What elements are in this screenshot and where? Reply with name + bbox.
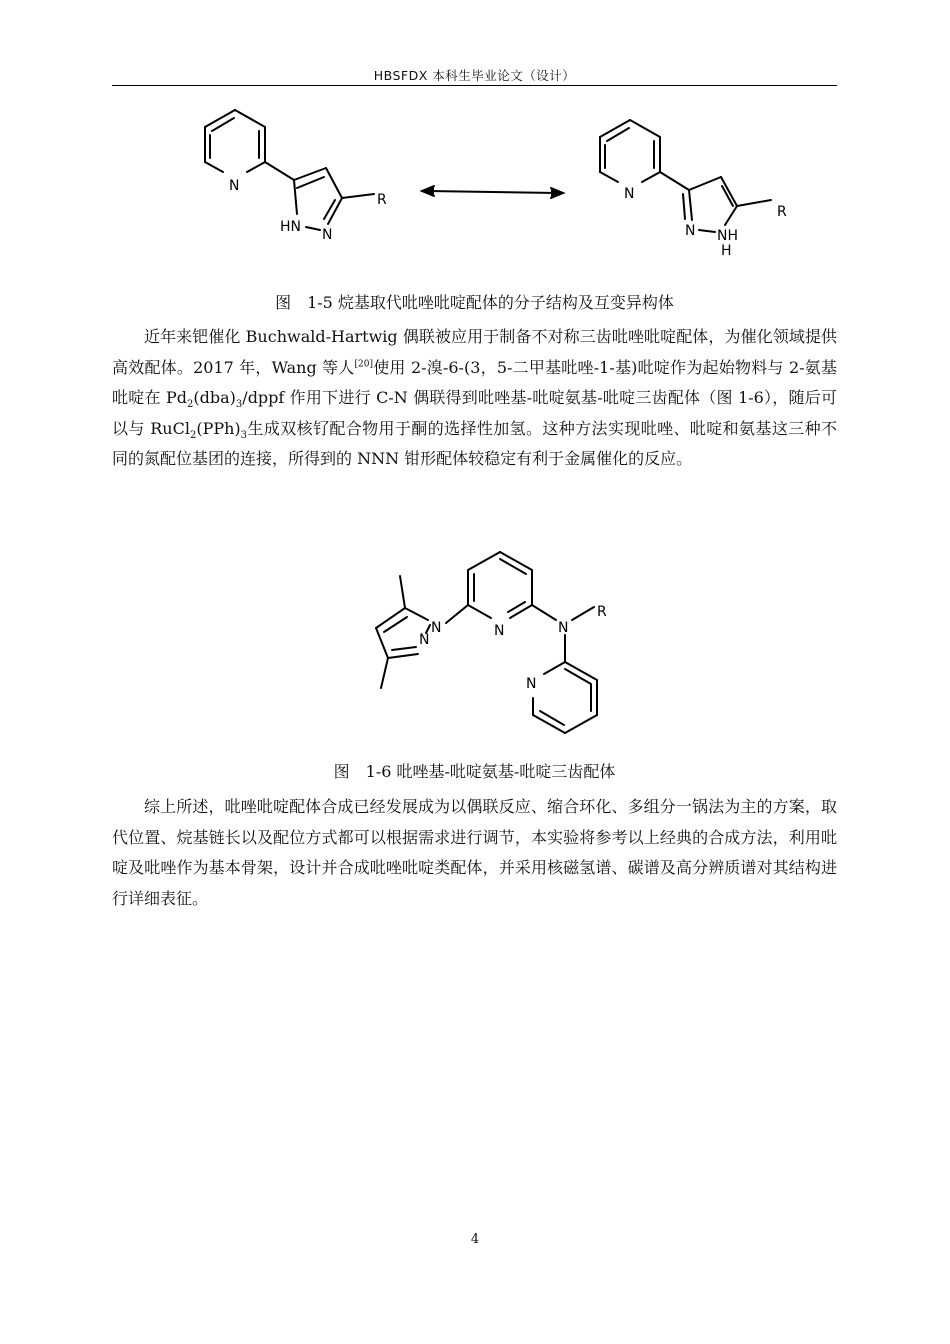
pyrazole-h-label: H: [721, 243, 732, 259]
paragraph-summary: 综上所述，吡唑吡啶配体合成已经发展成为以偶联反应、缩合环化、多组分一锅法为主的方案，取代位置、烷基链长以及配位方式都可以根据需求进行调节，本实验将参考以上经典的合成方法，利用吡啶及吡唑作为基本骨架，设计并合成吡唑吡啶类配体，并采用核磁氢谱、碳谱及高分辨质谱对其结构进行详细表征。: [112, 797, 837, 908]
amine-n-label: N: [558, 620, 569, 636]
para1-text-1: 近年来钯催化 Buchwald-Hartwig 偶联被应用于制备不对称三齿吡唑吡啶配体，为催化领域提供高效配体。2017 年，Wang 等人: [112, 327, 837, 377]
pyrazole-n2-label: N: [419, 632, 430, 648]
pyrazole-n-label: N: [322, 227, 333, 243]
pyrazole-nh-label: NH: [717, 228, 738, 244]
pyridine-n-label: N: [494, 623, 505, 639]
pyrazole-nh-label: HN: [280, 219, 301, 235]
paragraph-buchwald-hartwig: [112, 322, 837, 475]
figure-1-5-left-structure: [190, 100, 410, 250]
pyrazole-n1-label: N: [431, 620, 442, 636]
subscript: 3: [235, 399, 243, 411]
r-group-label: R: [377, 192, 387, 208]
r-group-label: R: [597, 604, 607, 620]
figure-1-6-structure: [360, 540, 620, 740]
tautomer-double-arrow: [420, 181, 565, 201]
page-number: 4: [470, 1232, 480, 1247]
pyridine-n-label: N: [624, 186, 635, 202]
header-rule: [112, 85, 837, 86]
subscript: 2: [187, 399, 194, 411]
running-header: HBSFDX 本科生毕业论文（设计）: [373, 68, 576, 83]
r-group-label: R: [777, 204, 787, 220]
figure-1-5-caption: 图 1-5 烷基取代吡唑吡啶配体的分子结构及互变异构体: [275, 293, 674, 312]
pyridine-n-label: N: [229, 178, 240, 194]
citation-20: [20]: [354, 359, 373, 370]
figure-1-5-right-structure: [585, 112, 805, 262]
para1-text-2: 使用 2-溴-6-(3，5-二甲基吡唑-1-基)吡啶作为起始物料与 2-氨基吡啶在 Pd: [112, 357, 837, 407]
para1-text-4: /dppf 作用下进行 C-N 偶联得到吡唑基-吡啶氨基-吡啶三齿配体（图 1-6），随后可以与 RuCl: [112, 388, 837, 438]
subscript: 3: [240, 429, 248, 441]
para1-text-5: (PPh): [196, 418, 241, 438]
pyridine2-n-label: N: [526, 676, 537, 692]
pyrazole-n-label: N: [685, 223, 696, 239]
para1-text-3: (dba): [193, 388, 236, 407]
subscript: 2: [189, 429, 197, 441]
para1-text-6: 生成双核钌配合物用于酮的选择性加氢。这种方法实现吡唑、吡啶和氨基这三种不同的氮配位基团的连接，所得到的 NNN 钳形配体较稳定有利于金属催化的反应。: [112, 418, 837, 468]
figure-1-6-caption: 图 1-6 吡唑基-吡啶氨基-吡啶三齿配体: [333, 762, 616, 781]
